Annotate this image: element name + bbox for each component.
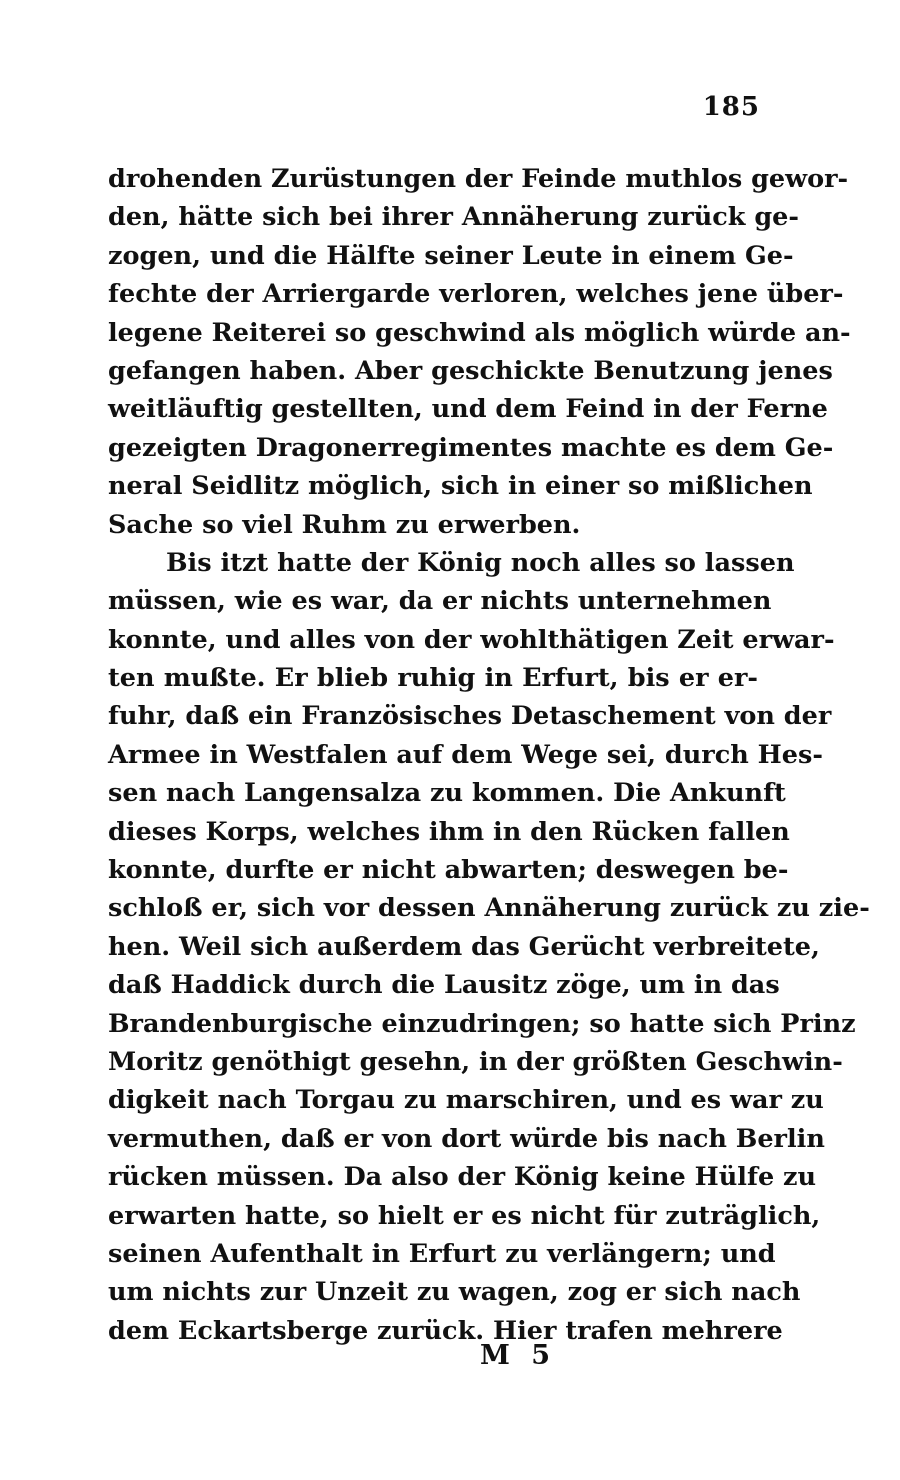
text-line: gezeigten Dragonerregimentes machte es dem Ge- xyxy=(108,432,834,463)
text-line: sen nach Langensalza zu kommen. Die Ankunft xyxy=(108,778,786,809)
text-line: gefangen haben. Aber geschickte Benutzung jenes xyxy=(108,355,833,386)
text-line: fuhr, daß ein Französisches Detaschement von der xyxy=(108,701,832,732)
text-line: Brandenburgische einzudringen; so hatte sich Prinz xyxy=(108,1008,856,1039)
text-line: drohenden Zurüstungen der Feinde muthlos gewor- xyxy=(108,164,849,194)
text-line: ten mußte. Er blieb ruhig in Erfurt, bis er er- xyxy=(108,663,758,694)
signature-mark: M 5 xyxy=(480,1340,557,1371)
text-line: legene Reiterei so geschwind als möglich würde an- xyxy=(108,317,851,348)
text-line: den, hätte sich bei ihrer Annäherung zurück ge- xyxy=(108,202,799,233)
text-line: Moritz genöthigt gesehn, in der größten Geschwin- xyxy=(108,1046,843,1077)
text-line: rücken müssen. Da also der König keine Hülfe zu xyxy=(108,1162,817,1193)
text-line: dem Eckartsberge zurück. Hier trafen mehrere xyxy=(108,1315,783,1346)
text-line: konnte, und alles von der wohlthätigen Zeit erwar- xyxy=(108,624,835,655)
text-line: Sache so viel Ruhm zu erwerben. xyxy=(108,509,581,540)
text-line: neral Seidlitz möglich, sich in einer so mißlichen xyxy=(108,471,813,502)
body-text xyxy=(108,160,870,1350)
text-line: müssen, wie es war, da er nichts unternehmen xyxy=(108,586,772,617)
text-line: konnte, durfte er nicht abwarten; deswegen be- xyxy=(108,855,789,886)
text-line: dieses Korps, welches ihm in den Rücken fallen xyxy=(108,816,790,847)
text-line: seinen Aufenthalt in Erfurt zu verlängern; und xyxy=(108,1238,776,1269)
text-line: digkeit nach Torgau zu marschiren, und es war zu xyxy=(108,1085,824,1116)
text-line: zogen, und die Hälfte seiner Leute in einem Ge- xyxy=(108,240,794,271)
text-line: daß Haddick durch die Lausitz zöge, um in das xyxy=(108,970,780,1001)
text-line: vermuthen, daß er von dort würde bis nach Berlin xyxy=(108,1123,825,1154)
text-line: fechte der Arriergarde verloren, welches jene über- xyxy=(108,279,844,310)
text-line: um nichts zur Unzeit zu wagen, zog er sich nach xyxy=(108,1277,801,1308)
text-line-paragraph-start: Bis itzt hatte der König noch alles so lassen xyxy=(166,547,795,578)
text-line: erwarten hatte, so hielt er es nicht für zuträglich, xyxy=(108,1200,821,1231)
page-number: 185 xyxy=(702,92,760,122)
text-line: hen. Weil sich außerdem das Gerücht verbreitete, xyxy=(108,931,820,962)
text-line: weitläuftig gestellten, und dem Feind in der Ferne xyxy=(108,394,828,425)
text-line: Armee in Westfalen auf dem Wege sei, durch Hes- xyxy=(108,739,823,770)
text-line: schloß er, sich vor dessen Annäherung zurück zu zie- xyxy=(108,893,870,924)
